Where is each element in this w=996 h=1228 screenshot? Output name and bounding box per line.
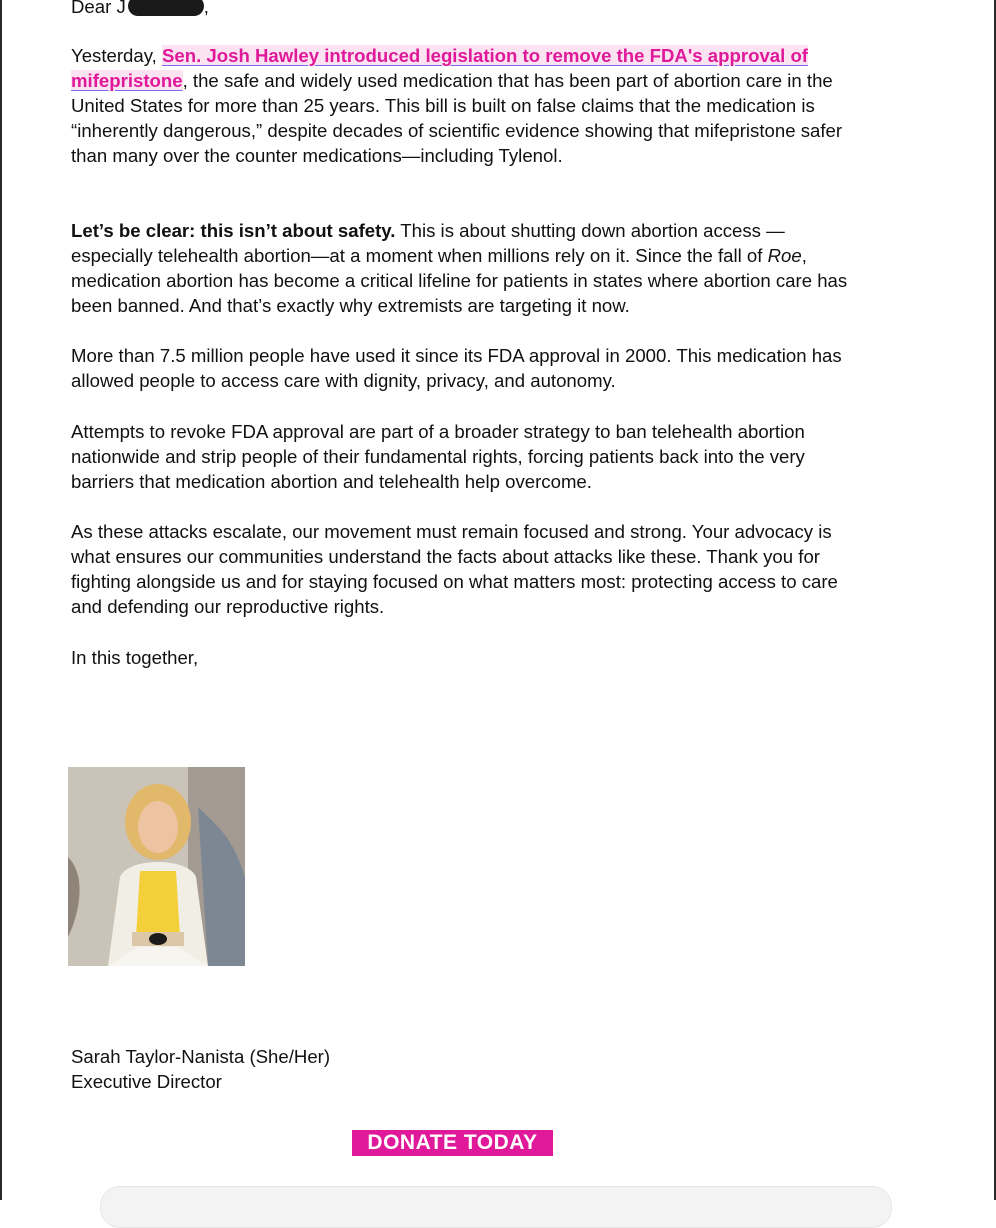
page-edge-left (0, 0, 2, 1200)
paragraph-intro (71, 43, 851, 168)
paragraph-safety-italic: Roe (767, 245, 802, 266)
paragraph-intro-lead: Yesterday, (71, 45, 162, 66)
greeting-comma: , (203, 0, 209, 17)
paragraph-safety-text-a: This is about shutting down abortion access —especially telehealth abortion—at a moment when millions rely on it. Since the fall of (71, 220, 785, 266)
paragraph-usage: More than 7.5 million people have used it since its FDA approval in 2000. This medication has allowed people to access care with dignity, privacy, and autonomy. (71, 345, 842, 391)
paragraph-strategy: Attempts to revoke FDA approval are part of a broader strategy to ban telehealth abortion nationwide and strip people of their fundamental rights, forcing patients back into the very barriers that medication abortion and telehealth help overcome. (71, 421, 805, 492)
bottom-toolbar (100, 1186, 892, 1228)
paragraph-advocacy: As these attacks escalate, our movement must remain focused and strong. Your advocacy is what ensures our communities understand the facts about attacks like these. Thank you for fighting alongside us and for staying focused on what matters most: protecting access to care and defending our reproductive rights. (71, 521, 838, 617)
closing-line: In this together, (71, 647, 199, 668)
greeting-text: Dear J (71, 0, 126, 17)
director-portrait-illustration (68, 767, 245, 966)
redacted-name (128, 0, 204, 16)
signature-name: Sarah Taylor-Nanista (She/Her) (71, 1046, 331, 1067)
paragraph-safety-bold: Let’s be clear: this isn’t about safety. (71, 220, 396, 241)
donate-today-button[interactable]: DONATE TODAY (352, 1130, 553, 1156)
director-photo (68, 767, 245, 966)
signature-title: Executive Director (71, 1071, 222, 1092)
paragraph-intro-rest: , the safe and widely used medication that has been part of abortion care in the United States for more than 25 years. This bill is built on false claims that the medication is “inherently dangerous,” despite decades of scientific evidence showing that mifepristone safer than many over the counter medications—including Tylenol. (71, 70, 843, 166)
paragraph-safety (71, 218, 851, 318)
greeting (71, 0, 209, 19)
paragraph-safety-text-b: , medication abortion has become a critical lifeline for patients in states where abortion care has been banned. And that’s exactly why extremists are targeting it now. (71, 245, 848, 316)
hawley-legislation-link[interactable]: Sen. Josh Hawley introduced legislation to remove the FDA's approval of mifepristone (71, 45, 809, 91)
